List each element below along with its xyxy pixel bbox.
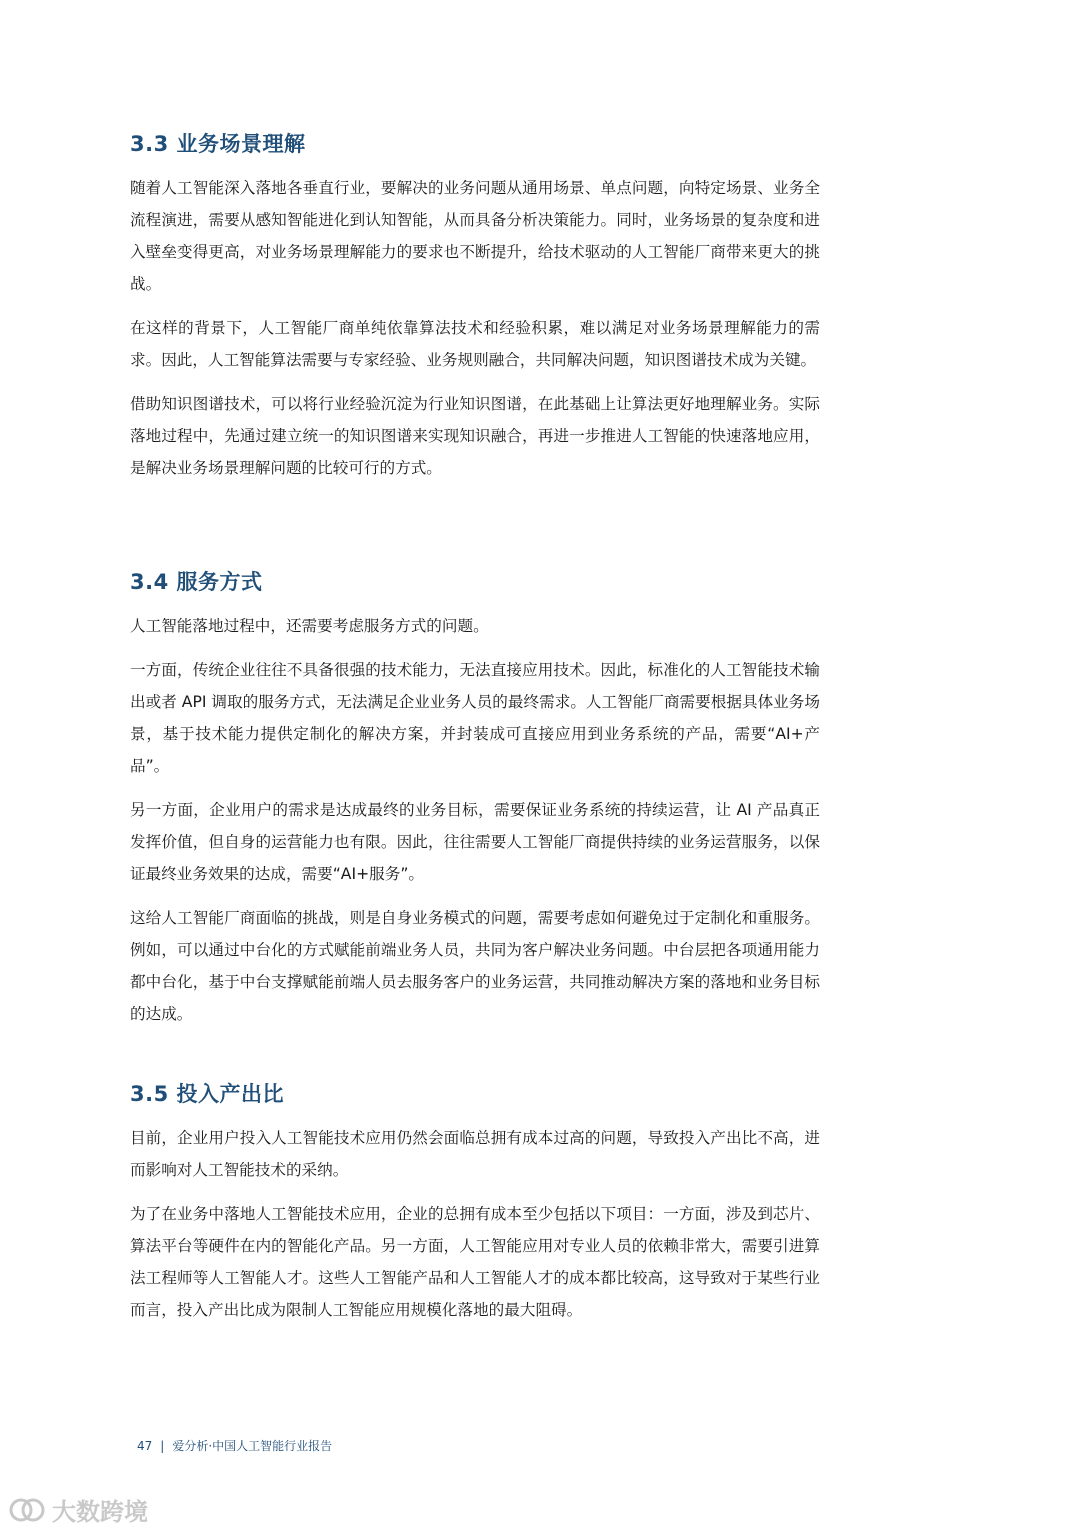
paragraph: 在这样的背景下，人工智能厂商单纯依靠算法技术和经验积累，难以满足对业务场景理解能力的需求。因此，人工智能算法需要与专家经验、业务规则融合，共同解决问题，知识图谱技术成为关键。 <box>130 319 820 369</box>
paragraph: 人工智能落地过程中，还需要考虑服务方式的问题。 <box>130 617 489 635</box>
paragraph: 另一方面，企业用户的需求是达成最终的业务目标，需要保证业务系统的持续运营，让 AI 产品真正发挥价值，但自身的运营能力也有限。因此，往往需要人工智能厂商提供持续的业务运营服务，以保证最终业务效果的达成，需要“AI+服务”。 <box>130 801 820 883</box>
page-footer <box>137 1437 332 1454</box>
footer-separator: | <box>160 1439 165 1453</box>
paragraph: 一方面，传统企业往往不具备很强的技术能力，无法直接应用技术。因此，标准化的人工智能技术输出或者 API 调取的服务方式，无法满足企业业务人员的最终需求。人工智能厂商需要根据具体业务场景，基于技术能力提供定制化的解决方案，并封装成可直接应用到业务系统的产品，需要“AI+产品”。 <box>130 661 820 775</box>
paragraph: 这给人工智能厂商面临的挑战，则是自身业务模式的问题，需要考虑如何避免过于定制化和重服务。例如，可以通过中台化的方式赋能前端业务人员，共同为客户解决业务问题。中台层把各项通用能力都中台化，基于中台支撑赋能前端人员去服务客户的业务运营，共同推动解决方案的落地和业务目标的达成。 <box>130 909 820 1023</box>
paragraph: 随着人工智能深入落地各垂直行业，要解决的业务问题从通用场景、单点问题，向特定场景、业务全流程演进，需要从感知智能进化到认知智能，从而具备分析决策能力。同时，业务场景的复杂度和进入壁垒变得更高，对业务场景理解能力的要求也不断提升，给技术驱动的人工智能厂商带来更大的挑战。 <box>130 179 820 293</box>
section-title: 3.3 业务场景理解 <box>130 132 306 156</box>
page-number: 47 <box>137 1439 153 1453</box>
watermark-logo-icon <box>8 1497 46 1523</box>
paragraph: 目前，企业用户投入人工智能技术应用仍然会面临总拥有成本过高的问题，导致投入产出比不高，进而影响对人工智能技术的采纳。 <box>130 1129 820 1179</box>
section-3-3 <box>130 128 820 496</box>
report-title: 爱分析·中国人工智能行业报告 <box>172 1439 333 1453</box>
section-3-5 <box>130 1078 820 1338</box>
section-3-4 <box>130 566 820 1042</box>
section-title: 3.5 投入产出比 <box>130 1082 285 1106</box>
watermark <box>8 1492 148 1527</box>
watermark-text: 大数跨境 <box>52 1498 148 1526</box>
paragraph: 为了在业务中落地人工智能技术应用，企业的总拥有成本至少包括以下项目：一方面，涉及到芯片、算法平台等硬件在内的智能化产品。另一方面，人工智能应用对专业人员的依赖非常大，需要引进算法工程师等人工智能人才。这些人工智能产品和人工智能人才的成本都比较高，这导致对于某些行业而言，投入产出比成为限制人工智能应用规模化落地的最大阻碍。 <box>130 1205 820 1319</box>
paragraph: 借助知识图谱技术，可以将行业经验沉淀为行业知识图谱，在此基础上让算法更好地理解业务。实际落地过程中，先通过建立统一的知识图谱来实现知识融合，再进一步推进人工智能的快速落地应用，是解决业务场景理解问题的比较可行的方式。 <box>130 395 820 477</box>
section-title: 3.4 服务方式 <box>130 570 263 594</box>
